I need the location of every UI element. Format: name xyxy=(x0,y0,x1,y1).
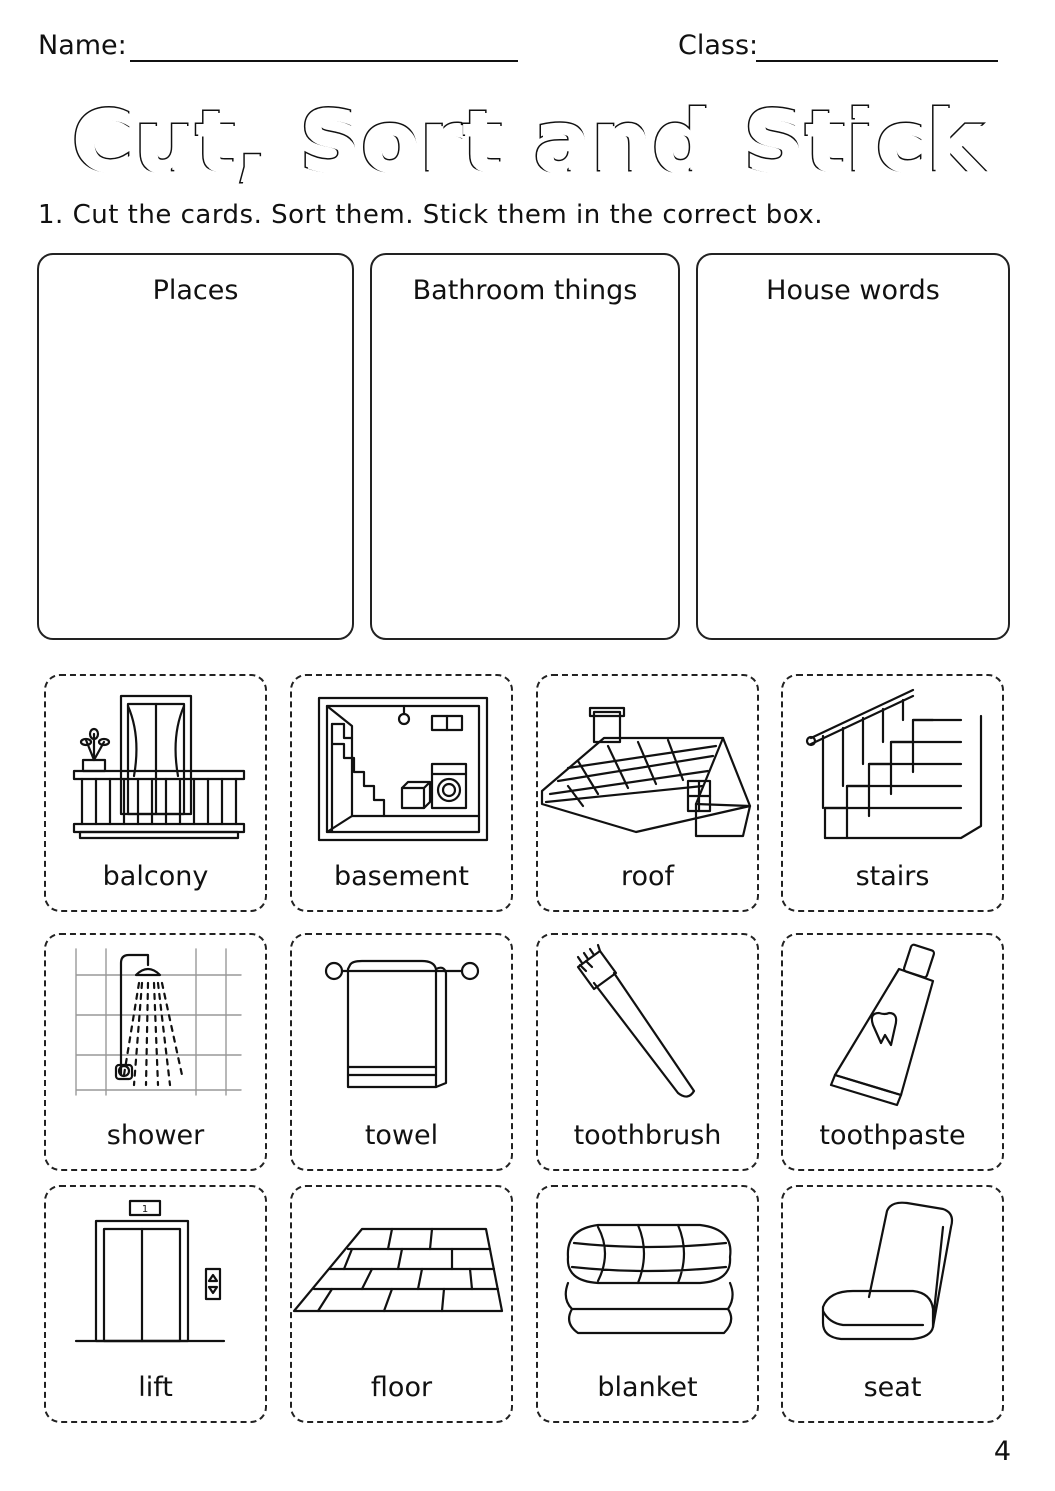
sort-box-house-words[interactable] xyxy=(696,253,1010,640)
card-word: towel xyxy=(364,1120,439,1151)
toothpaste-icon xyxy=(783,935,1006,1115)
box-title: House words xyxy=(766,275,940,306)
blanket-icon xyxy=(538,1187,761,1367)
floor-icon xyxy=(292,1187,515,1367)
name-label: Name: xyxy=(38,30,127,61)
card-word: lift xyxy=(138,1372,173,1403)
card-word: floor xyxy=(370,1372,433,1403)
box-title: Places xyxy=(152,275,239,306)
card-word: roof xyxy=(620,861,675,892)
balcony-icon xyxy=(46,676,269,856)
sort-box-places[interactable] xyxy=(37,253,354,640)
toothbrush-icon xyxy=(538,935,761,1115)
card-word: basement xyxy=(334,861,469,892)
card-roof[interactable] xyxy=(536,674,759,912)
lift-floor-number: 1 xyxy=(141,1204,149,1215)
card-word: seat xyxy=(863,1372,922,1403)
card-blanket[interactable] xyxy=(536,1185,759,1423)
page-number: 4 xyxy=(993,1436,1011,1467)
card-stairs[interactable] xyxy=(781,674,1004,912)
card-word: stairs xyxy=(855,861,930,892)
card-word: balcony xyxy=(102,861,209,892)
class-field[interactable] xyxy=(756,60,998,62)
basement-icon xyxy=(292,676,515,856)
card-toothpaste[interactable] xyxy=(781,933,1004,1171)
box-title: Bathroom things xyxy=(412,275,638,306)
instruction-text: 1. Cut the cards. Sort them. Stick them in the correct box. xyxy=(38,200,823,230)
card-lift[interactable] xyxy=(44,1185,267,1423)
shower-icon xyxy=(46,935,269,1115)
seat-icon xyxy=(783,1187,1006,1367)
stairs-icon xyxy=(783,676,1006,856)
sort-box-bathroom-things[interactable] xyxy=(370,253,680,640)
card-basement[interactable] xyxy=(290,674,513,912)
card-word: toothbrush xyxy=(573,1120,722,1151)
card-shower[interactable] xyxy=(44,933,267,1171)
card-seat[interactable] xyxy=(781,1185,1004,1423)
card-balcony[interactable] xyxy=(44,674,267,912)
card-toothbrush[interactable] xyxy=(536,933,759,1171)
card-towel[interactable] xyxy=(290,933,513,1171)
name-field[interactable] xyxy=(130,60,518,62)
card-word: toothpaste xyxy=(819,1120,966,1151)
card-word: blanket xyxy=(597,1372,698,1403)
roof-icon xyxy=(538,676,761,856)
page-title: Cut, Sort and Stick xyxy=(71,92,984,190)
towel-icon xyxy=(292,935,515,1115)
card-floor[interactable] xyxy=(290,1185,513,1423)
card-word: shower xyxy=(106,1120,205,1151)
lift-icon xyxy=(46,1187,269,1367)
class-label: Class: xyxy=(678,30,759,61)
